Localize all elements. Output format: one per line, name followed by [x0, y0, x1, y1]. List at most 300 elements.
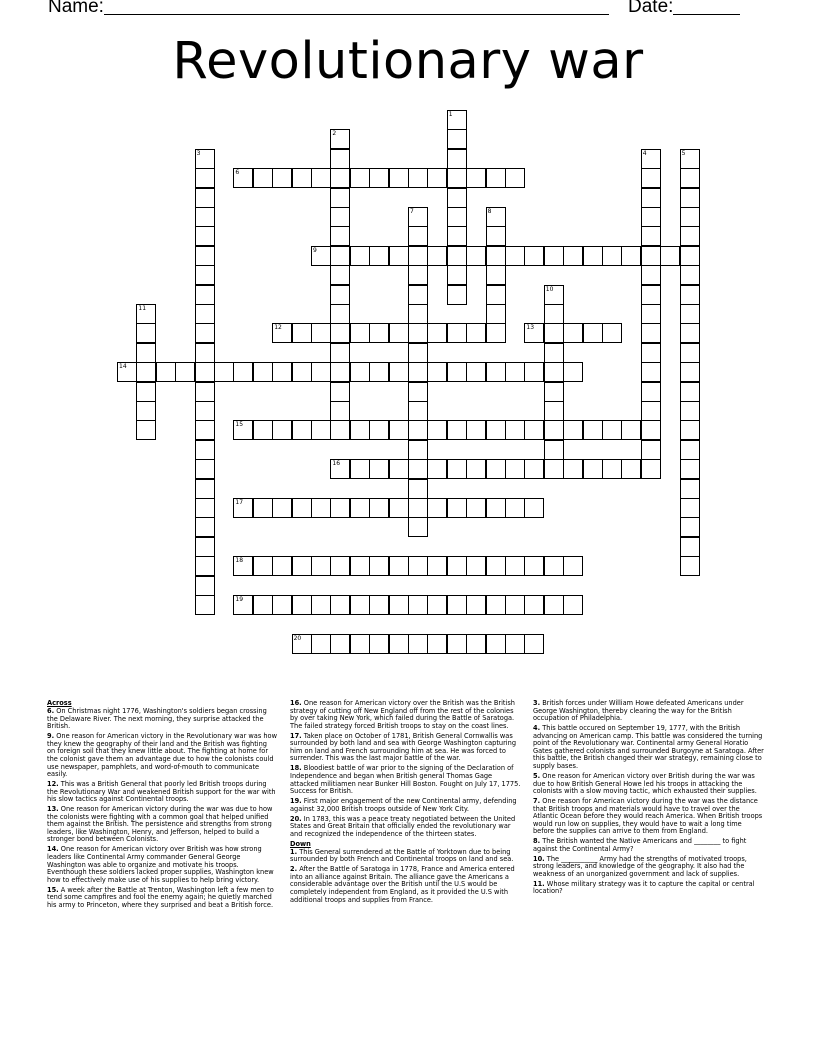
crossword-cell[interactable]	[350, 634, 370, 654]
crossword-cell[interactable]	[272, 323, 292, 343]
crossword-cell[interactable]	[195, 246, 215, 266]
crossword-cell[interactable]	[641, 382, 661, 402]
clue-down-7: 7. One reason for American victory during the war was the distance that British troops and materials would have to travel over the Atlantic Ocean before they would reach America. When British troops would run low on supplies, they would have to wait a long time before the supplies can arrive to them from England.	[533, 797, 763, 836]
crossword-cell[interactable]	[680, 440, 700, 460]
crossword-cell[interactable]	[544, 285, 564, 305]
crossword-cell[interactable]	[486, 556, 506, 576]
crossword-cell[interactable]	[602, 323, 622, 343]
crossword-cell[interactable]	[680, 246, 700, 266]
crossword-cell[interactable]	[272, 168, 292, 188]
crossword-cell[interactable]	[389, 362, 409, 382]
clue-number: 4	[642, 149, 647, 157]
crossword-cell[interactable]	[583, 323, 603, 343]
crossword-cell[interactable]	[505, 246, 525, 266]
crossword-cell[interactable]	[408, 343, 428, 363]
crossword-cell[interactable]	[408, 362, 428, 382]
crossword-cell[interactable]	[292, 362, 312, 382]
crossword-cell[interactable]	[427, 168, 447, 188]
crossword-cell[interactable]	[641, 401, 661, 421]
crossword-cell[interactable]	[195, 556, 215, 576]
crossword-cell[interactable]	[583, 246, 603, 266]
crossword-cell[interactable]	[427, 246, 447, 266]
crossword-cell[interactable]	[311, 556, 331, 576]
crossword-cell[interactable]	[195, 459, 215, 479]
crossword-cell[interactable]	[486, 246, 506, 266]
crossword-cell[interactable]	[641, 440, 661, 460]
crossword-cell[interactable]	[544, 401, 564, 421]
crossword-cell[interactable]	[311, 420, 331, 440]
crossword-cell[interactable]	[330, 362, 350, 382]
crossword-cell[interactable]	[330, 149, 350, 169]
crossword-cell[interactable]	[563, 323, 583, 343]
crossword-cell[interactable]	[195, 285, 215, 305]
crossword-cell[interactable]	[466, 459, 486, 479]
crossword-cell[interactable]	[292, 595, 312, 615]
crossword-cell[interactable]	[486, 265, 506, 285]
crossword-cell[interactable]	[544, 323, 564, 343]
crossword-cell[interactable]	[680, 265, 700, 285]
crossword-cell[interactable]	[408, 207, 428, 227]
crossword-cell[interactable]	[641, 265, 661, 285]
crossword-cell[interactable]	[486, 304, 506, 324]
crossword-cell[interactable]	[292, 498, 312, 518]
crossword-cell[interactable]	[447, 149, 467, 169]
crossword-cell[interactable]	[680, 401, 700, 421]
clue-across-20: 20. In 1783, this was a peace treaty negotiated between the United States and Great Britain that officially ended the revolutionary war and recognized the independence of the thirteen states.	[290, 814, 516, 838]
crossword-cell[interactable]	[641, 362, 661, 382]
clue-down-5: 5. One reason for American victory over British during the war was due to how British General Howe led his troops in attacking the colonists with a slow moving tactic, which exhausted their supplies.	[533, 771, 757, 796]
crossword-cell[interactable]	[505, 556, 525, 576]
crossword-cell[interactable]	[195, 420, 215, 440]
crossword-cell[interactable]	[272, 498, 292, 518]
crossword-cell[interactable]	[330, 304, 350, 324]
crossword-cell[interactable]	[486, 634, 506, 654]
crossword-cell[interactable]	[330, 401, 350, 421]
crossword-cell[interactable]	[680, 420, 700, 440]
crossword-cell[interactable]	[272, 556, 292, 576]
crossword-cell[interactable]	[427, 420, 447, 440]
crossword-cell[interactable]	[389, 498, 409, 518]
crossword-cell[interactable]	[680, 226, 700, 246]
crossword-cell[interactable]	[233, 420, 253, 440]
crossword-cell[interactable]	[389, 168, 409, 188]
crossword-cell[interactable]	[544, 362, 564, 382]
crossword-cell[interactable]	[466, 634, 486, 654]
crossword-cell[interactable]	[195, 401, 215, 421]
crossword-cell[interactable]	[563, 556, 583, 576]
crossword-cell[interactable]	[350, 420, 370, 440]
crossword-cell[interactable]	[330, 188, 350, 208]
crossword-cell[interactable]	[311, 498, 331, 518]
crossword-cell[interactable]	[680, 285, 700, 305]
crossword-cell[interactable]	[272, 420, 292, 440]
crossword-cell[interactable]	[680, 149, 700, 169]
crossword-cell[interactable]	[602, 420, 622, 440]
crossword-cell[interactable]	[680, 207, 700, 227]
crossword-cell[interactable]	[447, 110, 467, 130]
crossword-cell[interactable]	[563, 362, 583, 382]
clue-across-6: 6. On Christmas night 1776, Washington's soldiers began crossing the Delaware River. The next morning, they surprise attacked the British.	[47, 707, 267, 731]
crossword-cell[interactable]	[214, 362, 234, 382]
crossword-cell[interactable]	[641, 207, 661, 227]
crossword-cell[interactable]	[427, 634, 447, 654]
crossword-cell[interactable]	[641, 304, 661, 324]
crossword-cell[interactable]	[680, 459, 700, 479]
crossword-cell[interactable]	[680, 323, 700, 343]
crossword-cell[interactable]	[641, 343, 661, 363]
crossword-cell[interactable]	[660, 246, 680, 266]
crossword-cell[interactable]	[427, 459, 447, 479]
crossword-cell[interactable]	[466, 362, 486, 382]
crossword-cell[interactable]	[408, 304, 428, 324]
crossword-cell[interactable]	[447, 595, 467, 615]
crossword-cell[interactable]	[447, 285, 467, 305]
crossword-cell[interactable]	[136, 420, 156, 440]
crossword-cell[interactable]	[350, 168, 370, 188]
crossword-cell[interactable]	[427, 556, 447, 576]
crossword-cell[interactable]	[311, 168, 331, 188]
crossword-cell[interactable]	[486, 226, 506, 246]
crossword-cell[interactable]	[233, 168, 253, 188]
clue-across-15: 15. A week after the Battle at Trenton, Washington left a few men to tend some campfires and fool the enemy again; he quietly marched his army to Princeton, where they surprised and beat a British force.	[47, 885, 274, 909]
crossword-cell[interactable]	[641, 149, 661, 169]
crossword-cell[interactable]	[350, 556, 370, 576]
crossword-cell[interactable]	[311, 595, 331, 615]
crossword-cell[interactable]	[195, 168, 215, 188]
crossword-cell[interactable]	[621, 420, 641, 440]
crossword-cell[interactable]	[524, 323, 544, 343]
crossword-cell[interactable]	[389, 556, 409, 576]
crossword-cell[interactable]	[253, 168, 273, 188]
crossword-cell[interactable]	[680, 188, 700, 208]
crossword-cell[interactable]	[408, 634, 428, 654]
page-title: Revolutionary war	[172, 32, 644, 91]
crossword-cell[interactable]	[195, 517, 215, 537]
crossword-cell[interactable]	[195, 343, 215, 363]
crossword-cell[interactable]	[447, 420, 467, 440]
crossword-cell[interactable]	[447, 188, 467, 208]
crossword-cell[interactable]	[330, 420, 350, 440]
crossword-cell[interactable]	[195, 595, 215, 615]
crossword-cell[interactable]	[408, 382, 428, 402]
crossword-cell[interactable]	[427, 498, 447, 518]
crossword-cell[interactable]	[641, 226, 661, 246]
clue-number: 1	[448, 111, 453, 118]
crossword-cell[interactable]	[136, 382, 156, 402]
crossword-cell[interactable]	[408, 226, 428, 246]
crossword-cell[interactable]	[641, 459, 661, 479]
crossword-cell[interactable]	[544, 556, 564, 576]
crossword-cell[interactable]	[330, 595, 350, 615]
crossword-cell[interactable]	[253, 420, 273, 440]
crossword-cell[interactable]	[680, 556, 700, 576]
crossword-cell[interactable]	[292, 556, 312, 576]
crossword-cell[interactable]	[330, 382, 350, 402]
crossword-cell[interactable]	[427, 323, 447, 343]
crossword-cell[interactable]	[408, 246, 428, 266]
crossword-cell[interactable]	[389, 634, 409, 654]
crossword-cell[interactable]	[408, 517, 428, 537]
crossword-cell[interactable]	[524, 246, 544, 266]
crossword-cell[interactable]	[389, 459, 409, 479]
crossword-cell[interactable]	[505, 459, 525, 479]
crossword-cell[interactable]	[408, 459, 428, 479]
crossword-cell[interactable]	[195, 479, 215, 499]
crossword-cell[interactable]	[641, 285, 661, 305]
crossword-cell[interactable]	[408, 401, 428, 421]
crossword-cell[interactable]	[524, 459, 544, 479]
crossword-cell[interactable]	[641, 168, 661, 188]
crossword-cell[interactable]	[330, 634, 350, 654]
crossword-cell[interactable]	[563, 459, 583, 479]
crossword-cell[interactable]	[602, 246, 622, 266]
crossword-cell[interactable]	[330, 498, 350, 518]
crossword-cell[interactable]	[447, 207, 467, 227]
crossword-cell[interactable]	[466, 556, 486, 576]
crossword-cell[interactable]	[524, 634, 544, 654]
crossword-cell[interactable]	[563, 420, 583, 440]
crossword-cell[interactable]	[292, 323, 312, 343]
crossword-cell[interactable]	[330, 129, 350, 149]
crossword-cell[interactable]	[408, 168, 428, 188]
crossword-cell[interactable]	[641, 323, 661, 343]
crossword-cell[interactable]	[389, 420, 409, 440]
crossword-cell[interactable]	[544, 440, 564, 460]
crossword-cell[interactable]	[427, 362, 447, 382]
crossword-cell[interactable]	[544, 304, 564, 324]
crossword-cell[interactable]	[156, 362, 176, 382]
crossword-cell[interactable]	[350, 323, 370, 343]
crossword-cell[interactable]	[447, 459, 467, 479]
crossword-cell[interactable]	[195, 265, 215, 285]
crossword-cell[interactable]	[136, 401, 156, 421]
crossword-cell[interactable]	[486, 498, 506, 518]
crossword-cell[interactable]	[563, 246, 583, 266]
crossword-cell[interactable]	[330, 343, 350, 363]
crossword-cell[interactable]	[408, 498, 428, 518]
crossword-cell[interactable]	[272, 595, 292, 615]
crossword-cell[interactable]	[505, 420, 525, 440]
crossword-cell[interactable]	[311, 362, 331, 382]
crossword-cell[interactable]	[447, 556, 467, 576]
crossword-cell[interactable]	[621, 459, 641, 479]
crossword-cell[interactable]	[486, 595, 506, 615]
crossword-cell[interactable]	[505, 595, 525, 615]
crossword-cell[interactable]	[195, 498, 215, 518]
crossword-cell[interactable]	[311, 323, 331, 343]
crossword-cell[interactable]	[641, 188, 661, 208]
crossword-cell[interactable]	[350, 246, 370, 266]
crossword-cell[interactable]	[621, 246, 641, 266]
down-heading: Down	[290, 839, 311, 848]
crossword-cell[interactable]	[369, 168, 389, 188]
crossword-cell[interactable]	[330, 285, 350, 305]
crossword-cell[interactable]	[447, 129, 467, 149]
crossword-cell[interactable]	[447, 265, 467, 285]
crossword-cell[interactable]	[330, 323, 350, 343]
crossword-cell[interactable]	[447, 498, 467, 518]
crossword-cell[interactable]	[350, 362, 370, 382]
crossword-cell[interactable]	[369, 420, 389, 440]
crossword-cell[interactable]	[641, 420, 661, 440]
clue-number: 6	[235, 169, 240, 177]
crossword-cell[interactable]	[563, 595, 583, 615]
crossword-cell[interactable]	[680, 362, 700, 382]
crossword-cell[interactable]	[292, 634, 312, 654]
crossword-cell[interactable]	[544, 420, 564, 440]
crossword-cell[interactable]	[195, 188, 215, 208]
crossword-cell[interactable]	[408, 479, 428, 499]
crossword-cell[interactable]	[272, 362, 292, 382]
clue-number: 14	[119, 363, 127, 371]
crossword-cell[interactable]	[330, 265, 350, 285]
crossword-cell[interactable]	[505, 634, 525, 654]
crossword-cell[interactable]	[408, 285, 428, 305]
crossword-cell[interactable]	[292, 420, 312, 440]
crossword-cell[interactable]	[253, 556, 273, 576]
clue-across-12: 12. This was a British General that poorly led British troops during the Revolutionary War and weakened British support for the war with his slow tactics against Continental troops.	[47, 780, 276, 804]
clue-number: 8	[487, 208, 492, 215]
crossword-cell[interactable]	[253, 595, 273, 615]
crossword-cell[interactable]	[389, 595, 409, 615]
crossword-cell[interactable]	[486, 168, 506, 188]
crossword-cell[interactable]	[369, 634, 389, 654]
crossword-cell[interactable]	[195, 362, 215, 382]
crossword-cell[interactable]	[466, 498, 486, 518]
crossword-cell[interactable]	[583, 459, 603, 479]
crossword-cell[interactable]	[466, 168, 486, 188]
crossword-cell[interactable]	[195, 207, 215, 227]
crossword-cell[interactable]	[136, 362, 156, 382]
crossword-cell[interactable]	[369, 362, 389, 382]
crossword-cell[interactable]	[350, 498, 370, 518]
crossword-cell[interactable]	[369, 556, 389, 576]
crossword-cell[interactable]	[680, 479, 700, 499]
crossword-cell[interactable]	[408, 595, 428, 615]
crossword-cell[interactable]	[466, 420, 486, 440]
crossword-cell[interactable]	[389, 246, 409, 266]
crossword-cell[interactable]	[680, 304, 700, 324]
crossword-cell[interactable]	[408, 323, 428, 343]
crossword-cell[interactable]	[544, 459, 564, 479]
crossword-cell[interactable]	[680, 517, 700, 537]
crossword-cell[interactable]	[136, 343, 156, 363]
crossword-cell[interactable]	[447, 362, 467, 382]
crossword-cell[interactable]	[466, 323, 486, 343]
crossword-cell[interactable]	[195, 382, 215, 402]
crossword-cell[interactable]	[680, 168, 700, 188]
crossword-cell[interactable]	[524, 420, 544, 440]
crossword-cell[interactable]	[330, 459, 350, 479]
crossword-cell[interactable]	[389, 323, 409, 343]
crossword-cell[interactable]	[408, 440, 428, 460]
crossword-cell[interactable]	[486, 323, 506, 343]
crossword-cell[interactable]	[447, 634, 467, 654]
crossword-cell[interactable]	[408, 265, 428, 285]
crossword-cell[interactable]	[486, 362, 506, 382]
crossword-cell[interactable]	[117, 362, 137, 382]
crossword-cell[interactable]	[524, 595, 544, 615]
crossword-cell[interactable]	[466, 246, 486, 266]
crossword-cell[interactable]	[175, 362, 195, 382]
crossword-cell[interactable]	[233, 556, 253, 576]
crossword-cell[interactable]	[486, 207, 506, 227]
crossword-cell[interactable]	[350, 595, 370, 615]
crossword-cell[interactable]	[524, 362, 544, 382]
crossword-cell[interactable]	[505, 362, 525, 382]
crossword-cell[interactable]	[253, 362, 273, 382]
crossword-cell[interactable]	[311, 246, 331, 266]
crossword-cell[interactable]	[447, 323, 467, 343]
crossword-cell[interactable]	[408, 420, 428, 440]
crossword-cell[interactable]	[486, 285, 506, 305]
crossword-cell[interactable]	[311, 634, 331, 654]
crossword-cell[interactable]	[505, 498, 525, 518]
crossword-cell[interactable]	[544, 246, 564, 266]
crossword-cell[interactable]	[680, 343, 700, 363]
crossword-cell[interactable]	[583, 420, 603, 440]
clue-down-2: 2. After the Battle of Saratoga in 1778, France and America entered into an alliance against Britain. The alliance gave the Americans a considerable advantage over the British until the U.S would be completely independent from England, as it provided the U.S with additional troops and supplies from France.	[290, 865, 515, 904]
crossword-cell[interactable]	[136, 323, 156, 343]
crossword-cell[interactable]	[195, 576, 215, 596]
crossword-cell[interactable]	[544, 382, 564, 402]
crossword-cell[interactable]	[544, 595, 564, 615]
crossword-cell[interactable]	[427, 595, 447, 615]
crossword-cell[interactable]	[195, 537, 215, 557]
crossword-cell[interactable]	[524, 556, 544, 576]
crossword-cell[interactable]	[641, 246, 661, 266]
crossword-cell[interactable]	[680, 537, 700, 557]
crossword-cell[interactable]	[350, 459, 370, 479]
crossword-cell[interactable]	[466, 595, 486, 615]
crossword-cell[interactable]	[195, 323, 215, 343]
crossword-cell[interactable]	[253, 498, 273, 518]
crossword-cell[interactable]	[369, 498, 389, 518]
crossword-cell[interactable]	[447, 226, 467, 246]
clue-number: 17	[235, 499, 244, 506]
crossword-cell[interactable]	[195, 149, 215, 169]
crossword-cell[interactable]	[136, 304, 156, 324]
crossword-cell[interactable]	[233, 595, 253, 615]
crossword-cell[interactable]	[505, 168, 525, 188]
crossword-cell[interactable]	[369, 323, 389, 343]
crossword-cell[interactable]	[233, 498, 253, 518]
crossword-cell[interactable]	[602, 459, 622, 479]
crossword-cell[interactable]	[233, 362, 253, 382]
crossword-cell[interactable]	[330, 226, 350, 246]
crossword-cell[interactable]	[330, 168, 350, 188]
crossword-cell[interactable]	[486, 420, 506, 440]
crossword-cell[interactable]	[330, 556, 350, 576]
crossword-cell[interactable]	[680, 382, 700, 402]
crossword-cell[interactable]	[292, 168, 312, 188]
crossword-cell[interactable]	[330, 207, 350, 227]
crossword-cell[interactable]	[195, 226, 215, 246]
crossword-cell[interactable]	[447, 246, 467, 266]
crossword-cell[interactable]	[195, 304, 215, 324]
crossword-cell[interactable]	[447, 168, 467, 188]
crossword-cell[interactable]	[524, 498, 544, 518]
crossword-cell[interactable]	[680, 498, 700, 518]
crossword-cell[interactable]	[369, 459, 389, 479]
crossword-cell[interactable]	[408, 556, 428, 576]
crossword-cell[interactable]	[369, 595, 389, 615]
crossword-cell[interactable]	[369, 246, 389, 266]
crossword-cell[interactable]	[195, 440, 215, 460]
crossword-cell[interactable]	[544, 343, 564, 363]
crossword-cell[interactable]	[330, 246, 350, 266]
crossword-cell[interactable]	[486, 459, 506, 479]
